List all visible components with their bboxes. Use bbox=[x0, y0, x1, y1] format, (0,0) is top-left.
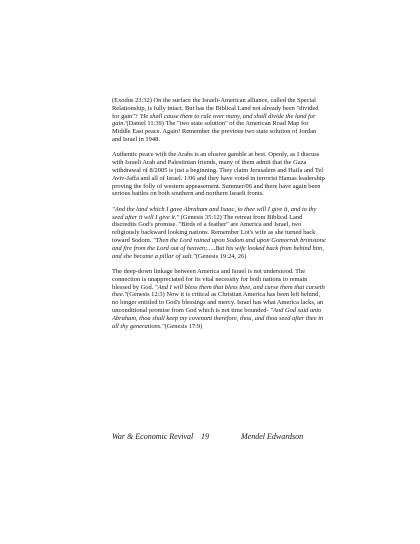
page-footer bbox=[112, 432, 327, 444]
text-run: (Genesis 17:9) bbox=[164, 322, 203, 330]
scripture-quote: 'He shall cause them to rule over many, and shall divide the land for gain.' bbox=[112, 112, 316, 128]
paragraph bbox=[112, 268, 326, 330]
footer-author: Mendel Edwardson bbox=[241, 432, 304, 441]
scripture-quote: "And I will bless them that bless thee, and curse them that curseth thee." bbox=[112, 283, 325, 299]
paragraph bbox=[112, 97, 326, 144]
text-run: (Genesis 35:12) The retreat from Biblical Land discredits God's promise. "Birds of a feather" are America and Israel, two religiously backward looking nations. Remember Lot's wife as she turned back toward Sodom. bbox=[112, 213, 316, 244]
text-run: (Genesis 19:24, 26) bbox=[195, 252, 247, 260]
text-run: (Daniel 11:39) The "two state solution" of the American Road Map for Middle East peace. Again! Remember the previous two state solution of Jordan and Israel in 1948. bbox=[112, 120, 317, 143]
text-run: (Exodus 23:32) On the surface the Israeli-American alliance, called the Special Relationship, is fully intact. But has the Biblical Land not already been "divided for gain"? bbox=[112, 97, 319, 120]
footer-page-number: 19 bbox=[201, 432, 209, 441]
text-run: The deep-down linkage between America and Israel is not understood. The connection is unappreciated for its vital necessity for both nations to remain blessed by God. bbox=[112, 267, 308, 291]
text-run: Authentic peace with the Arabs is an elusive gamble at best. Openly, as I discuss with Israeli Arab and Palestinian friends, many of them admit that the Gaza withdrawal of 8/2005 is just a beginning. They claim Jerusalem and Haifa and Tel Aviv-Jaffa and all of Israel. 1/06 and they have voted in terrorist Hamas leadership proving the folly of western appeasement. Summer/06 and there have again been serious battles on both southern and northern Israeli fronts. bbox=[112, 151, 325, 198]
scripture-quote: "And God said unto Abraham, thou shall keep my covenant therefore, thou, and thou seed after thee in all thy generations." bbox=[112, 306, 324, 330]
footer-book-title: War & Economic Revival bbox=[112, 432, 194, 441]
scripture-quote: "And the land which I gave Abraham and Isaac, to thee will I give it, and to thy seed after it will I give it." bbox=[112, 205, 317, 221]
text-run: (Genesis 12:3) Now it is critical as Christian America has been left behind, no longer entitled to God's blessings and mercy. Israel has what America lacks, an unconditional promise from God which is not time bounded- bbox=[112, 291, 324, 314]
body-text bbox=[112, 97, 326, 338]
paragraph bbox=[112, 206, 326, 261]
paragraph bbox=[112, 151, 326, 198]
scripture-quote: "Then the Lord rained upon Sodom and upon Gomorrah brimstone and fire from the Lord out of heaven;.....But his wife looked back from behind him, and she became a pillar of salt." bbox=[112, 236, 326, 260]
